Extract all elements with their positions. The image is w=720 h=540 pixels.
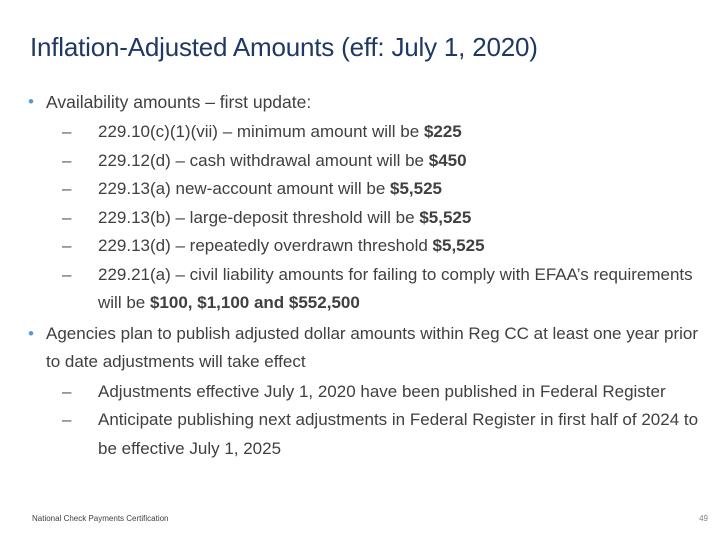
sub-item-amount: $5,525 [390,179,442,198]
bullet-list [28,88,708,463]
page-number: 49 [699,514,708,523]
bullet-text: Availability amounts – first update: [46,92,312,112]
bullet-text: Agencies plan to publish adjusted dollar amounts within Reg CC at least one year prior to date adjustments will take effect [46,323,699,371]
sub-item-text: 229.13(b) – large-deposit threshold will be [98,207,420,227]
sub-item-amount: $5,525 [419,207,472,227]
bullet-dot-icon: • [28,92,34,111]
sub-item-text: 229.21(a) – civil liability amounts for failing to comply with EFAA’s requirements will be [98,264,693,312]
sub-item-civil-liability [62,261,708,318]
sub-item-adjustments-published [62,378,708,407]
sub-item-minimum-amount [62,118,708,147]
bullet-agencies-plan [28,320,708,376]
bullet-dot-icon: • [28,323,34,343]
dash-icon: – [62,207,72,227]
sub-item-text: Anticipate publishing next adjustments in Federal Register in first half of 2024 to be effective July 1, 2025 [98,410,699,458]
sub-item-amount: $225 [423,122,462,141]
dash-icon: – [62,236,72,255]
sub-item-text: 229.13(d) – repeatedly overdrawn threshold [98,236,433,255]
slide-title: Inflation-Adjusted Amounts (eff: July 1, 2020) [30,32,538,62]
sub-item-text: 229.10(c)(1)(vii) – minimum amount will be [98,122,424,141]
availability-sub-list [28,118,708,318]
sub-item-large-deposit [62,204,708,233]
sub-item-text: 229.12(d) – cash withdrawal amount will be [98,150,429,170]
sub-item-new-account [62,175,708,204]
bullet-availability [28,88,708,116]
dash-icon: – [62,150,72,170]
agencies-sub-list [28,378,708,464]
footer-text: National Check Payments Certification [32,514,169,523]
sub-item-amount: $100, $1,100 and $552,500 [149,293,360,312]
sub-item-cash-withdrawal [62,147,708,176]
sub-item-text: 229.13(a) new-account amount will be [98,179,390,198]
sub-item-amount: $450 [428,150,467,170]
sub-item-next-adjustments [62,406,708,463]
dash-icon: – [62,381,72,401]
dash-icon: – [62,122,72,141]
sub-item-amount: $5,525 [432,236,485,255]
sub-item-repeatedly-overdrawn [62,232,708,261]
dash-icon: – [62,264,72,284]
sub-item-text: Adjustments effective July 1, 2020 have been published in Federal Register [98,381,666,401]
dash-icon: – [62,410,72,429]
dash-icon: – [62,179,72,198]
